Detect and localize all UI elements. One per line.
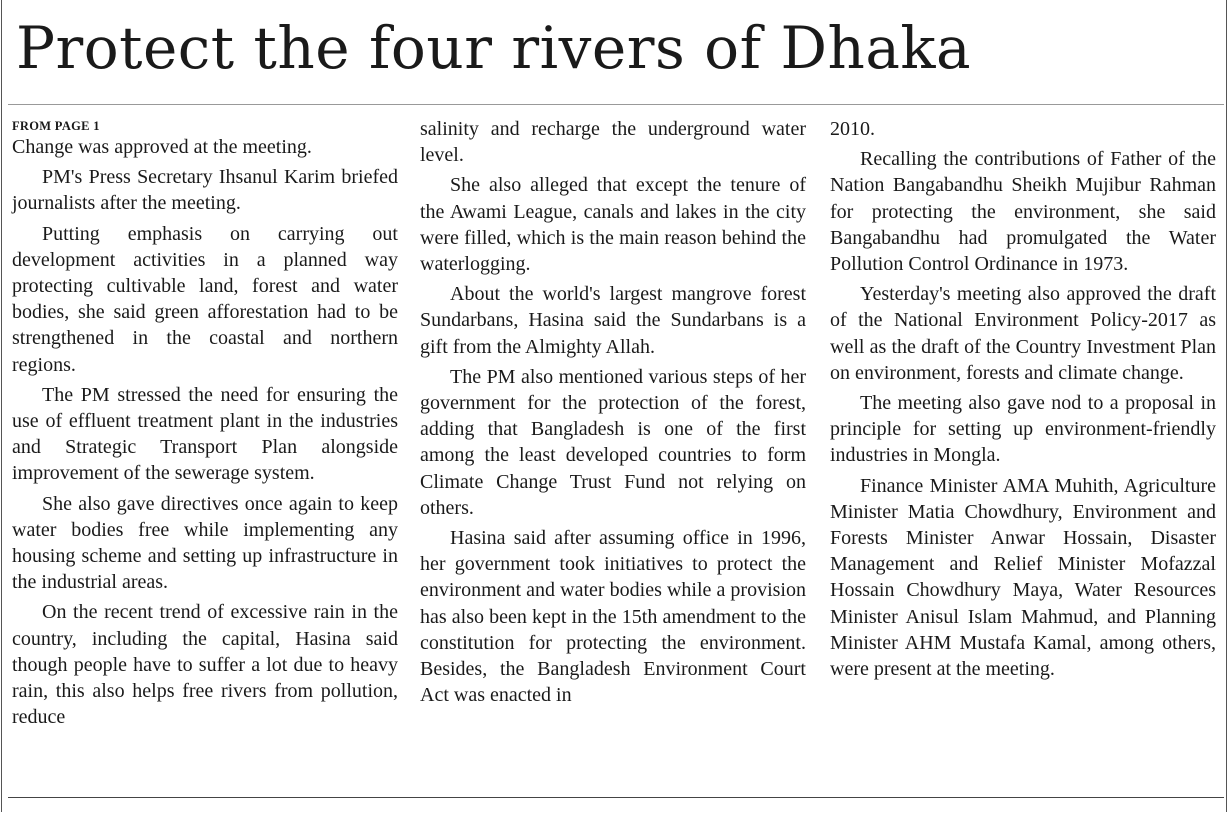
article-column-1 <box>12 116 398 734</box>
from-page-kicker: FROM PAGE 1 <box>12 119 100 133</box>
paragraph: On the recent trend of excessive rain in the country, including the capital, Hasina said though people have to suffer a lot due to heavy rain, this also helps free rivers from pollution, reduce <box>12 601 398 729</box>
paragraph: Change was approved at the meeting. <box>12 136 312 158</box>
paragraph: The PM stressed the need for ensuring the use of effluent treatment plant in the industries and Strategic Transport Plan alongside improvement of the sewerage system. <box>12 383 398 485</box>
paragraph: She also gave directives once again to keep water bodies free while implementing any housing scheme and setting up infrastructure in the industrial areas. <box>12 492 398 594</box>
paragraph: The PM also mentioned various steps of her government for the protection of the forest, adding that Bangladesh is one of the first among the least developed countries to form Climate Change Trust Fund not relying on others. <box>420 365 806 519</box>
paragraph: Recalling the contributions of Father of the Nation Bangabandhu Sheikh Mujibur Rahman for protecting the environment, she said Bangabandhu had promulgated the Water Pollution Control Ordinance in 1973. <box>830 148 1216 276</box>
paragraph: She also alleged that except the tenure of the Awami League, canals and lakes in the city were filled, which is the main reason behind the waterlogging. <box>420 174 806 276</box>
paragraph: About the world's largest mangrove forest Sundarbans, Hasina said the Sundarbans is a gift from the Almighty Allah. <box>420 283 806 358</box>
paragraph: Finance Minister AMA Muhith, Agriculture Minister Matia Chowdhury, Environment and Forests Minister Anwar Hossain, Disaster Management and Relief Minister Mofazzal Hossain Chowdhury Maya, Water Resources Minister Anisul Islam Mahmud, and Planning Minister AHM Mustafa Kamal, among others, were present at the meeting. <box>830 474 1216 681</box>
paragraph: PM's Press Secretary Ihsanul Karim briefed journalists after the meeting. <box>12 166 398 215</box>
paragraph: 2010. <box>830 118 875 140</box>
headline-divider <box>8 104 1224 105</box>
bottom-divider <box>8 797 1224 798</box>
paragraph: Hasina said after assuming office in 1996, her government took initiatives to protect the environment and water bodies while a provision has also been kept in the 15th amendment to the constitution for protecting the environment. Besides, the Bangladesh Environment Court Act was enacted in <box>420 527 806 707</box>
headline: Protect the four rivers of Dhaka <box>16 14 972 82</box>
paragraph: salinity and recharge the underground water level. <box>420 118 806 167</box>
article-column-3 <box>830 116 1216 686</box>
paragraph: Yesterday's meeting also approved the draft of the National Environment Policy-2017 as well as the draft of the Country Investment Plan on environment, forests and climate change. <box>830 283 1216 384</box>
paragraph: The meeting also gave nod to a proposal in principle for setting up environment-friendly industries in Mongla. <box>830 392 1216 467</box>
paragraph: Putting emphasis on carrying out development activities in a planned way protecting cultivable land, forest and water bodies, she said green afforestation had to be strengthened in the coastal and northern regions. <box>12 222 398 376</box>
article-column-2 <box>420 116 806 712</box>
